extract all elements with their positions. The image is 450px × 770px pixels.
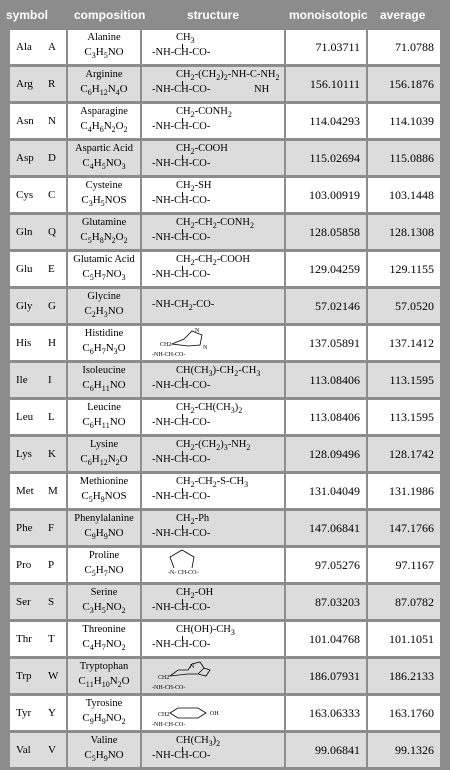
- amino-acid-name: Isoleucine: [82, 365, 126, 376]
- table-row: [0, 252, 450, 287]
- composition-cell: [68, 30, 140, 64]
- composition-cell: [68, 474, 140, 508]
- table-row: [0, 733, 450, 768]
- symbol-cell: [10, 511, 66, 545]
- monoisotopic-mass: 114.04293: [309, 114, 360, 128]
- composition-cell: [68, 178, 140, 212]
- symbol-cell: [10, 67, 66, 101]
- backbone: -NH-CH-CO-: [152, 602, 211, 613]
- svg-text:-NH-CH-CO-: -NH-CH-CO-: [152, 685, 186, 691]
- monoisotopic-mass: 101.04768: [309, 632, 360, 646]
- amino-acid-name: Glycine: [87, 291, 121, 302]
- side-chain: $CH_2-(CH_2)_3-NH_2$: [176, 439, 251, 453]
- table-row: [0, 696, 450, 731]
- backbone: -NH-CH-CO-: [152, 84, 211, 95]
- chemical-formula: $C_2H_3NO$: [84, 305, 124, 320]
- table-row: [0, 326, 450, 361]
- table-row: [0, 67, 450, 102]
- average-cell: [368, 104, 440, 138]
- structure-cell: [142, 141, 284, 175]
- three-letter-code: Thr: [16, 633, 32, 645]
- monoisotopic-mass: 103.00919: [309, 188, 360, 202]
- composition-cell: [68, 437, 140, 471]
- table-row: [0, 104, 450, 139]
- composition-cell: [68, 252, 140, 286]
- one-letter-code: S: [48, 596, 55, 608]
- average-cell: [368, 585, 440, 619]
- structure-cell: [142, 67, 284, 101]
- monoisotopic-mass: 129.04259: [309, 262, 360, 276]
- average-cell: [368, 733, 440, 767]
- amino-acid-name: Tyrosine: [85, 698, 123, 709]
- average-mass: 128.1742: [389, 447, 434, 461]
- table-row: [0, 289, 450, 324]
- average-cell: [368, 178, 440, 212]
- monoisotopic-cell: [286, 622, 366, 656]
- monoisotopic-mass: 99.06841: [315, 743, 360, 757]
- amino-acid-name: Serine: [90, 587, 118, 598]
- monoisotopic-cell: [286, 363, 366, 397]
- monoisotopic-mass: 137.05891: [309, 336, 360, 350]
- chemical-formula: $C_4H_6N_2O_2$: [80, 120, 128, 135]
- three-letter-code: Arg: [16, 78, 33, 90]
- chemical-formula: $C_6H_7N_3O$: [82, 342, 126, 357]
- one-letter-code: K: [48, 448, 56, 460]
- header-monoisotopic: monoisotopic: [289, 8, 368, 22]
- average-cell: [368, 511, 440, 545]
- side-chain: $CH_3$: [176, 32, 195, 46]
- average-mass: 115.0886: [389, 151, 434, 165]
- monoisotopic-cell: [286, 400, 366, 434]
- one-letter-code: W: [48, 670, 59, 682]
- average-mass: 101.1051: [389, 632, 434, 646]
- structure-cell: [142, 363, 284, 397]
- average-mass: 128.1308: [389, 225, 434, 239]
- backbone: -NH-CH-CO-: [152, 121, 211, 132]
- table-row: [0, 141, 450, 176]
- table-row: [0, 548, 450, 583]
- indole-ring-icon: [148, 660, 278, 692]
- chemical-formula: $C_{11}H_{10}N_2O$: [78, 675, 130, 690]
- chemical-formula: $C_3H_5NO$: [84, 46, 124, 61]
- one-letter-code: G: [48, 300, 56, 312]
- three-letter-code: Val: [16, 744, 31, 756]
- side-chain: $CH_2-CH(CH_3)_2$: [176, 402, 243, 416]
- monoisotopic-mass: 128.09496: [309, 447, 360, 461]
- average-mass: 97.1167: [395, 558, 434, 572]
- average-mass: 131.1986: [389, 484, 434, 498]
- one-letter-code: H: [48, 337, 56, 349]
- average-mass: 57.0520: [395, 299, 434, 313]
- chemical-formula: $C_6H_{12}N_4O$: [80, 83, 128, 98]
- table-row: [0, 437, 450, 472]
- structure-cell: [142, 548, 284, 582]
- average-mass: 114.1039: [389, 114, 434, 128]
- average-cell: [368, 659, 440, 693]
- chemical-formula: $C_4H_7NO_2$: [82, 638, 126, 653]
- amino-acid-name: Phenylalanine: [74, 513, 134, 524]
- one-letter-code: V: [48, 744, 56, 756]
- backbone: -NH-CH-CO-: [152, 380, 211, 391]
- three-letter-code: Asn: [16, 115, 34, 127]
- structure-cell: [142, 733, 284, 767]
- monoisotopic-cell: [286, 30, 366, 64]
- monoisotopic-mass: 156.10111: [309, 77, 360, 91]
- monoisotopic-mass: 147.06841: [309, 521, 360, 535]
- structure-cell: [142, 400, 284, 434]
- svg-text:CH2: CH2: [160, 342, 172, 348]
- average-cell: [368, 252, 440, 286]
- average-cell: [368, 289, 440, 323]
- composition-cell: [68, 622, 140, 656]
- three-letter-code: Lys: [16, 448, 32, 460]
- header-composition: composition: [74, 8, 146, 22]
- symbol-cell: [10, 30, 66, 64]
- monoisotopic-cell: [286, 67, 366, 101]
- structure-cell: [142, 178, 284, 212]
- composition-cell: [68, 67, 140, 101]
- chemical-formula: $C_5H_8N_2O_2$: [80, 231, 128, 246]
- one-letter-code: P: [48, 559, 55, 571]
- structure-cell: [142, 326, 284, 360]
- svg-text:CH2: CH2: [158, 712, 170, 718]
- monoisotopic-mass: 163.06333: [309, 706, 360, 720]
- average-mass: 113.1595: [389, 373, 434, 387]
- structure-cell: [142, 252, 284, 286]
- average-mass: 113.1595: [389, 410, 434, 424]
- amino-acid-name: Proline: [88, 550, 120, 561]
- average-mass: 137.1412: [389, 336, 434, 350]
- monoisotopic-cell: [286, 511, 366, 545]
- composition-cell: [68, 511, 140, 545]
- average-cell: [368, 215, 440, 249]
- structure-cell: [142, 104, 284, 138]
- backbone: -NH-CH-CO-: [152, 47, 211, 58]
- table-row: [0, 30, 450, 65]
- symbol-cell: [10, 585, 66, 619]
- average-cell: [368, 437, 440, 471]
- average-cell: [368, 400, 440, 434]
- symbol-cell: [10, 252, 66, 286]
- average-cell: [368, 622, 440, 656]
- structure-cell: [142, 474, 284, 508]
- chemical-formula: $C_3H_5NO_2$: [82, 601, 126, 616]
- backbone: -NH-CH-CO-: [152, 639, 211, 650]
- monoisotopic-cell: [286, 437, 366, 471]
- backbone: -NH-CH-CO-: [152, 232, 211, 243]
- one-letter-code: D: [48, 152, 56, 164]
- backbone: -NH-CH-CO-: [152, 750, 211, 761]
- side-chain: $CH(CH_3)-CH_2-CH_3$: [176, 365, 261, 379]
- average-cell: [368, 696, 440, 730]
- structure-cell: [142, 437, 284, 471]
- average-mass: 129.1155: [389, 262, 434, 276]
- average-mass: 147.1766: [389, 521, 434, 535]
- average-mass: 186.2133: [389, 669, 434, 683]
- header-structure: structure: [187, 8, 240, 22]
- average-cell: [368, 30, 440, 64]
- structure-cell: [142, 659, 284, 693]
- header-symbol: symbol: [6, 8, 49, 22]
- side-chain: $CH_2-SH$: [176, 180, 212, 194]
- table-row: [0, 178, 450, 213]
- three-letter-code: Pro: [16, 559, 32, 571]
- one-letter-code: Y: [48, 707, 56, 719]
- backbone: -NH-CH-CO-: [152, 417, 211, 428]
- amino-acid-name: Cysteine: [85, 180, 123, 191]
- symbol-cell: [10, 104, 66, 138]
- side-chain: $CH_2-(CH_2)_2-NH-C-NH_2$: [176, 69, 280, 83]
- average-cell: [368, 548, 440, 582]
- structure-cell: [142, 585, 284, 619]
- side-chain: $CH(CH_3)_2$: [176, 735, 221, 749]
- svg-text:-NH-CH-CO-: -NH-CH-CO-: [152, 722, 186, 728]
- one-letter-code: N: [48, 115, 56, 127]
- table-row: [0, 659, 450, 694]
- table-row: [0, 215, 450, 250]
- amino-acid-name: Histidine: [84, 328, 124, 339]
- average-mass: 87.0782: [395, 595, 434, 609]
- amino-acid-name: Alanine: [87, 32, 121, 43]
- one-letter-code: C: [48, 189, 56, 201]
- side-chain: $CH_2-OH$: [176, 587, 214, 601]
- symbol-cell: [10, 289, 66, 323]
- average-mass: 71.0788: [395, 40, 434, 54]
- chemical-formula: $C_5H_9NOS$: [81, 490, 127, 505]
- symbol-cell: [10, 548, 66, 582]
- monoisotopic-cell: [286, 659, 366, 693]
- monoisotopic-mass: 115.02694: [309, 151, 360, 165]
- average-mass: 103.1448: [389, 188, 434, 202]
- composition-cell: [68, 400, 140, 434]
- average-mass: 99.1326: [395, 743, 434, 757]
- structure-cell: [142, 696, 284, 730]
- composition-cell: [68, 659, 140, 693]
- chemical-formula: $C_4H_5NO_3$: [82, 157, 126, 172]
- side-chain: $CH_2-CH_2-CONH_2$: [176, 217, 254, 231]
- one-letter-code: E: [48, 263, 55, 275]
- svg-text:-N- CH-CO-: -N- CH-CO-: [168, 570, 199, 576]
- chemical-formula: $C_3H_5NOS$: [81, 194, 127, 209]
- amino-acid-name: Glutamic Acid: [73, 254, 135, 265]
- symbol-cell: [10, 326, 66, 360]
- svg-text:N: N: [203, 345, 208, 351]
- monoisotopic-mass: 57.02146: [315, 299, 360, 313]
- monoisotopic-cell: [286, 289, 366, 323]
- chemical-formula: $C_6H_{11}NO$: [82, 416, 126, 431]
- amino-acid-name: Tryptophan: [79, 661, 129, 672]
- one-letter-code: T: [48, 633, 55, 645]
- monoisotopic-cell: [286, 733, 366, 767]
- three-letter-code: Glu: [16, 263, 33, 275]
- monoisotopic-cell: [286, 252, 366, 286]
- amino-acid-name: Methionine: [79, 476, 129, 487]
- composition-cell: [68, 696, 140, 730]
- average-cell: [368, 363, 440, 397]
- chemical-formula: $C_9H_9NO_2$: [82, 712, 126, 727]
- chemical-formula: $C_6H_{12}N_2O$: [80, 453, 128, 468]
- svg-text:OH: OH: [210, 711, 219, 717]
- side-chain: $CH_2-CONH_2$: [176, 106, 232, 120]
- three-letter-code: Ala: [16, 41, 32, 53]
- table-row: [0, 363, 450, 398]
- amino-acid-name: Glutamine: [81, 217, 127, 228]
- svg-text:-NH-CH-CO-: -NH-CH-CO-: [152, 352, 186, 358]
- header-average: average: [380, 8, 426, 22]
- table-row: [0, 622, 450, 657]
- three-letter-code: Gly: [16, 300, 33, 312]
- backbone: -NH-CH-CO-: [152, 158, 211, 169]
- three-letter-code: Cys: [16, 189, 34, 201]
- side-chain: $CH(OH)-CH_3$: [176, 624, 235, 638]
- monoisotopic-mass: 113.08406: [309, 410, 360, 424]
- average-mass: 156.1876: [389, 77, 434, 91]
- phenol-ring-icon: [148, 697, 278, 729]
- average-mass: 163.1760: [389, 706, 434, 720]
- structure-cell: [142, 511, 284, 545]
- backbone: -NH-CH-CO-: [152, 528, 211, 539]
- amino-acid-name: Aspartic Acid: [74, 143, 134, 154]
- chemical-formula: $C_5H_7NO$: [84, 564, 124, 579]
- svg-text:N: N: [190, 664, 195, 670]
- three-letter-code: Ser: [16, 596, 31, 608]
- monoisotopic-cell: [286, 104, 366, 138]
- average-cell: [368, 67, 440, 101]
- table-row: [0, 400, 450, 435]
- structure-cell: [142, 30, 284, 64]
- monoisotopic-cell: [286, 696, 366, 730]
- table-row: [0, 585, 450, 620]
- symbol-cell: [10, 659, 66, 693]
- symbol-cell: [10, 141, 66, 175]
- monoisotopic-mass: 113.08406: [309, 373, 360, 387]
- composition-cell: [68, 585, 140, 619]
- monoisotopic-mass: 186.07931: [309, 669, 360, 683]
- three-letter-code: Ile: [16, 374, 28, 386]
- amino-acid-name: Threonine: [82, 624, 126, 635]
- monoisotopic-mass: 128.05858: [309, 225, 360, 239]
- monoisotopic-cell: [286, 585, 366, 619]
- side-chain: $CH_2-CH_2$-COOH: [176, 254, 250, 268]
- amino-acid-name: Leucine: [87, 402, 121, 413]
- symbol-cell: [10, 696, 66, 730]
- three-letter-code: Trp: [16, 670, 32, 682]
- monoisotopic-mass: 131.04049: [309, 484, 360, 498]
- symbol-cell: [10, 363, 66, 397]
- one-letter-code: A: [48, 41, 56, 53]
- backbone: -NH-CH-CO-: [152, 269, 211, 280]
- chemical-formula: $C_5H_9NO$: [84, 749, 124, 764]
- amino-acid-name: Lysine: [90, 439, 118, 450]
- table-row: [0, 511, 450, 546]
- one-letter-code: I: [48, 374, 52, 386]
- side-chain: $CH_2-CH_2-S-CH_3$: [176, 476, 249, 490]
- symbol-cell: [10, 622, 66, 656]
- three-letter-code: His: [16, 337, 32, 349]
- composition-cell: [68, 548, 140, 582]
- composition-cell: [68, 326, 140, 360]
- composition-cell: [68, 733, 140, 767]
- side-chain: $CH_2$-COOH: [176, 143, 228, 157]
- one-letter-code: R: [48, 78, 56, 90]
- average-cell: [368, 474, 440, 508]
- one-letter-code: F: [48, 522, 55, 534]
- monoisotopic-cell: [286, 215, 366, 249]
- composition-cell: [68, 363, 140, 397]
- amino-acid-name: Asparagine: [80, 106, 128, 117]
- one-letter-code: Q: [48, 226, 56, 238]
- average-cell: [368, 141, 440, 175]
- monoisotopic-mass: 87.03203: [315, 595, 360, 609]
- average-cell: [368, 326, 440, 360]
- side-chain: $CH_2-Ph$: [176, 513, 210, 527]
- chemical-formula: $C_5H_7NO_3$: [82, 268, 126, 283]
- symbol-cell: [10, 437, 66, 471]
- three-letter-code: Asp: [16, 152, 34, 164]
- backbone: -NH-CH-CO-: [152, 491, 211, 502]
- monoisotopic-mass: 97.05276: [315, 558, 360, 572]
- monoisotopic-cell: [286, 141, 366, 175]
- one-letter-code: L: [48, 411, 55, 423]
- composition-cell: [68, 289, 140, 323]
- symbol-cell: [10, 733, 66, 767]
- three-letter-code: Phe: [16, 522, 33, 534]
- one-letter-code: M: [48, 485, 58, 497]
- structure-cell: [142, 215, 284, 249]
- svg-text:N: N: [195, 328, 200, 334]
- structure-cell: [142, 289, 284, 323]
- monoisotopic-cell: [286, 178, 366, 212]
- table-header: [0, 0, 450, 30]
- amino-acid-name: Arginine: [85, 69, 123, 80]
- three-letter-code: Gln: [16, 226, 33, 238]
- backbone: -NH-CH-CO-: [152, 195, 211, 206]
- backbone: $-NH-CH_2-CO-$: [152, 299, 215, 313]
- chemical-formula: $C_9H_9NO$: [84, 527, 124, 542]
- chemical-formula: $C_6H_{11}NO$: [82, 379, 126, 394]
- three-letter-code: Met: [16, 485, 34, 497]
- table-row: [0, 474, 450, 509]
- backbone: -NH-CH-CO-: [152, 454, 211, 465]
- structure-cell: [142, 622, 284, 656]
- composition-cell: [68, 104, 140, 138]
- symbol-cell: [10, 400, 66, 434]
- imidazole-ring-icon: [148, 327, 278, 359]
- monoisotopic-mass: 71.03711: [315, 40, 360, 54]
- svg-text:CH2: CH2: [158, 675, 170, 681]
- symbol-cell: [10, 474, 66, 508]
- composition-cell: [68, 215, 140, 249]
- guanidino-imine: NH: [254, 84, 270, 95]
- composition-cell: [68, 141, 140, 175]
- symbol-cell: [10, 178, 66, 212]
- pyrrolidine-ring-icon: [148, 549, 278, 581]
- monoisotopic-cell: [286, 474, 366, 508]
- monoisotopic-cell: [286, 548, 366, 582]
- amino-acid-name: Valine: [90, 735, 118, 746]
- symbol-cell: [10, 215, 66, 249]
- three-letter-code: Leu: [16, 411, 34, 423]
- three-letter-code: Tyr: [16, 707, 32, 719]
- monoisotopic-cell: [286, 326, 366, 360]
